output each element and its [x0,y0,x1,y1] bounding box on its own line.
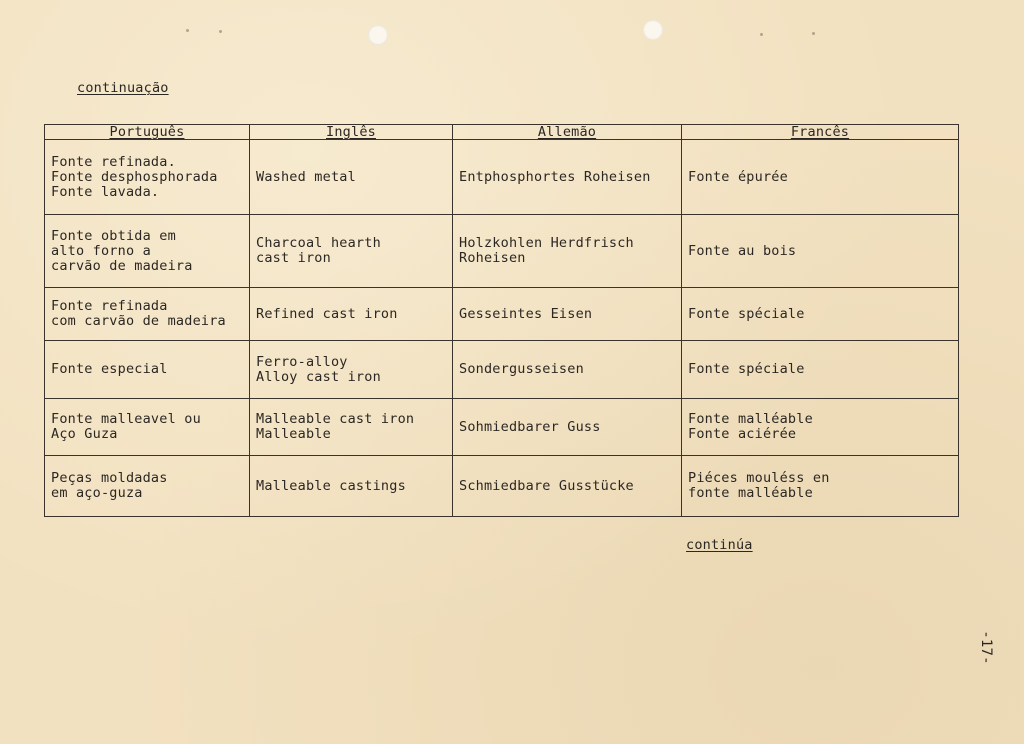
cell-portuguese: Peças moldadas em aço-guza [45,456,250,517]
cell-portuguese: Fonte obtida em alto forno a carvão de madeira [45,215,250,288]
column-header-portuguese: Português [45,125,250,140]
cell-english: Ferro-alloy Alloy cast iron [250,341,453,399]
cell-french: Fonte épurée [682,140,959,215]
paper-speck [812,32,815,35]
table-row [45,341,959,399]
cell-english: Charcoal hearth cast iron [250,215,453,288]
cell-german: Sohmiedbarer Guss [453,399,682,456]
cell-german: Schmiedbare Gusstücke [453,456,682,517]
punch-hole-left [368,25,388,45]
table-row [45,399,959,456]
table-row [45,288,959,341]
cell-portuguese: Fonte refinada com carvão de madeira [45,288,250,341]
cell-french: Piéces mouléss en fonte malléable [682,456,959,517]
page-number: -17- [977,630,994,665]
cell-french: Fonte au bois [682,215,959,288]
column-header-french: Francês [682,125,959,140]
continuation-label: continuação [77,80,169,96]
cell-french: Fonte spéciale [682,341,959,399]
paper-speck [219,30,222,33]
cell-english: Washed metal [250,140,453,215]
cell-german: Sondergusseisen [453,341,682,399]
punch-hole-right [643,20,663,40]
cell-portuguese: Fonte refinada. Fonte desphosphorada Fonte lavada. [45,140,250,215]
continues-label: continúa [686,537,753,553]
cell-english: Refined cast iron [250,288,453,341]
cell-english: Malleable castings [250,456,453,517]
column-header-german: Allemão [453,125,682,140]
table-row [45,456,959,517]
cell-german: Entphosphortes Roheisen [453,140,682,215]
paper-speck [760,33,763,36]
table-row [45,215,959,288]
cell-french: Fonte malléable Fonte aciérée [682,399,959,456]
cell-german: Holzkohlen Herdfrisch Roheisen [453,215,682,288]
terminology-table [44,124,959,517]
table-row [45,140,959,215]
table-header-row [45,125,959,140]
cell-portuguese: Fonte especial [45,341,250,399]
column-header-english: Inglês [250,125,453,140]
cell-portuguese: Fonte malleavel ou Aço Guza [45,399,250,456]
cell-french: Fonte spéciale [682,288,959,341]
paper-speck [186,29,189,32]
cell-german: Gesseintes Eisen [453,288,682,341]
cell-english: Malleable cast iron Malleable [250,399,453,456]
